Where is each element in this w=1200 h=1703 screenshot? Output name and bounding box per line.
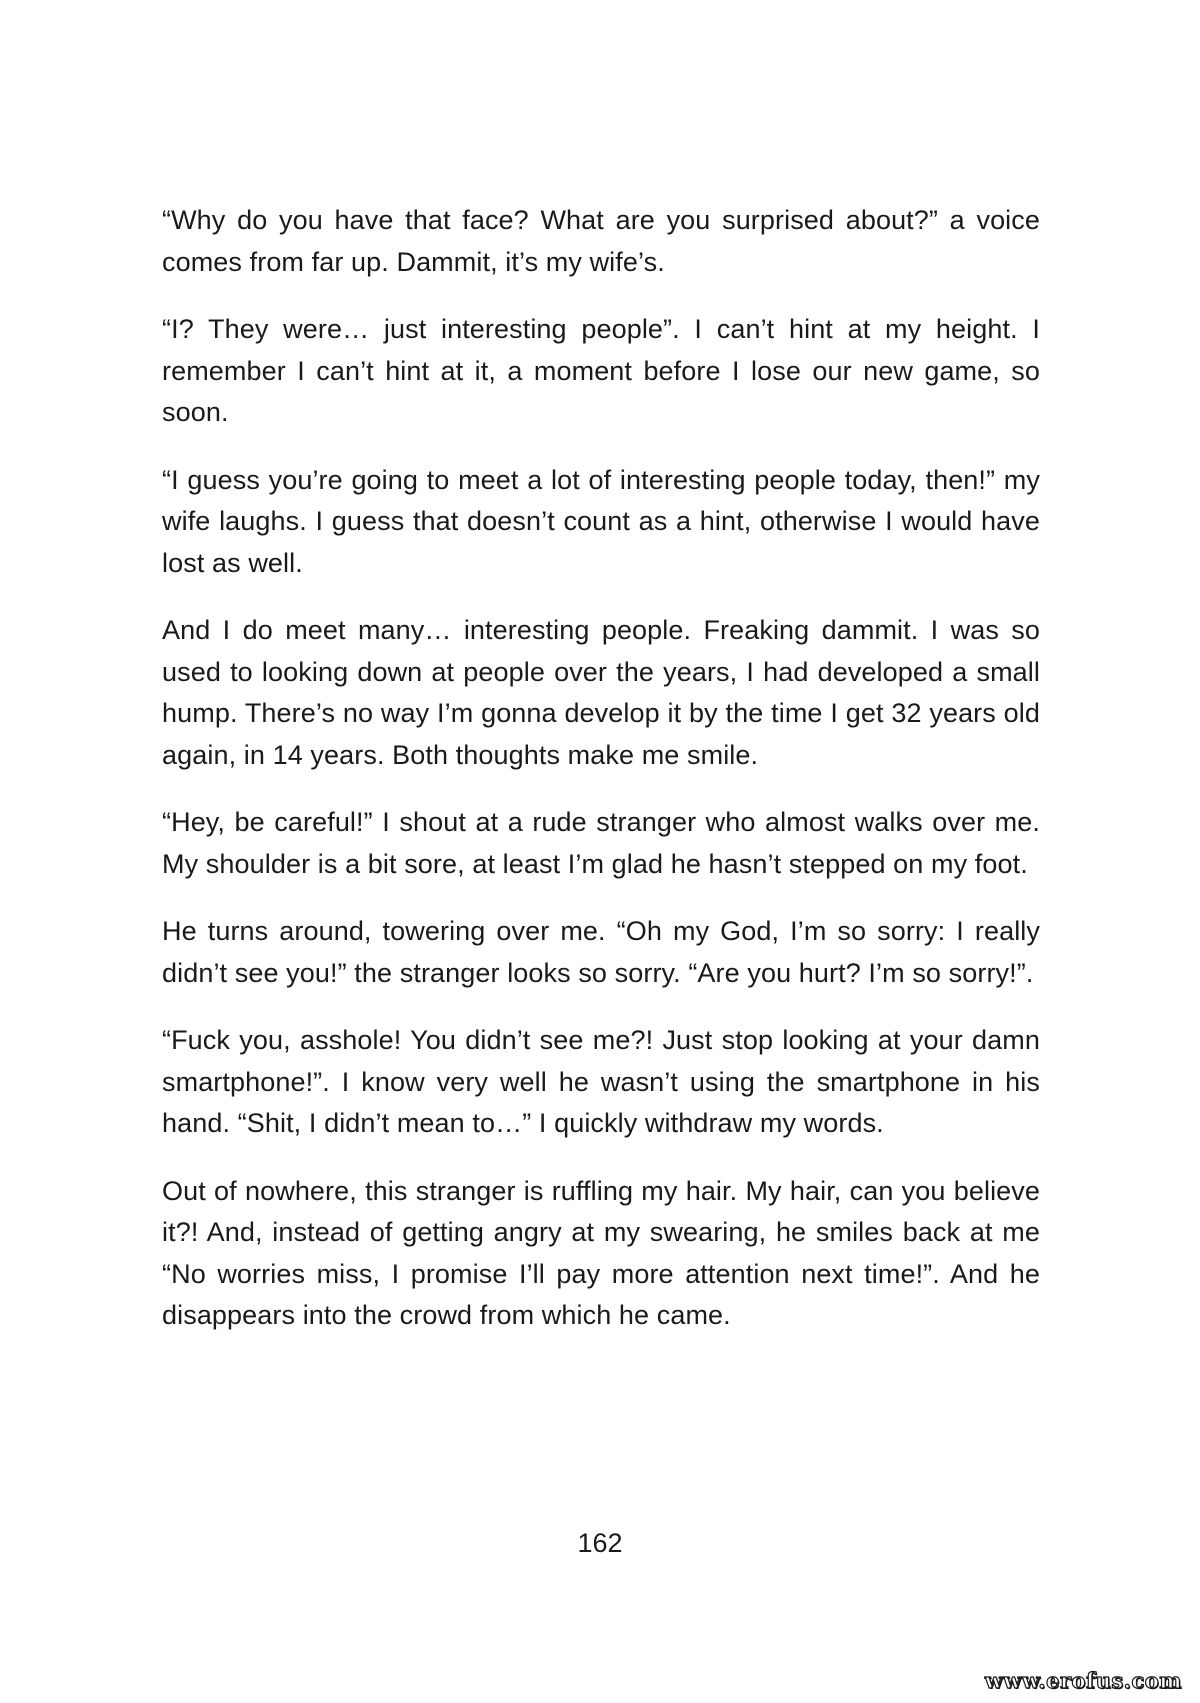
paragraph: And I do meet many… interesting people. Freaking dammit. I was so used to looking down at people over the years, I had developed a small hump. There’s no way I’m gonna develop it by the time I get 32 years old again, in 14 years. Both thoughts make me smile. [162, 615, 1040, 770]
paragraph: “I? They were… just interesting people”. I can’t hint at my height. I remember I can’t hint at it, a moment before I lose our new game, so soon. [162, 314, 1040, 427]
paragraph: “Hey, be careful!” I shout at a rude stranger who almost walks over me. My shoulder is a bit sore, at least I’m glad he hasn’t stepped on my foot. [162, 807, 1040, 879]
paragraph: He turns around, towering over me. “Oh my God, I’m so sorry: I really didn’t see you!” the stranger looks so sorry. “Are you hurt? I’m so sorry!”. [162, 916, 1040, 988]
paragraph: “Fuck you, asshole! You didn’t see me?! Just stop looking at your damn smartphone!”. I know very well he wasn’t using the smartphone in his hand. “Shit, I didn’t mean to…” I quickly withdraw my words. [162, 1025, 1040, 1138]
body-text [162, 200, 1040, 1363]
paragraph: “Why do you have that face? What are you surprised about?” a voice comes from far up. Dammit, it’s my wife’s. [162, 205, 1040, 277]
watermark: www.erofus.com [984, 1668, 1182, 1693]
page-number: 162 [577, 1528, 623, 1558]
paragraph: Out of nowhere, this stranger is ruffling my hair. My hair, can you believe it?! And, instead of getting angry at my swearing, he smiles back at me “No worries miss, I promise I’ll pay more attention next time!”. And he disappears into the crowd from which he came. [162, 1175, 1040, 1330]
paragraph: “I guess you’re going to meet a lot of interesting people today, then!” my wife laughs. I guess that doesn’t count as a hint, otherwise I would have lost as well. [162, 464, 1040, 578]
